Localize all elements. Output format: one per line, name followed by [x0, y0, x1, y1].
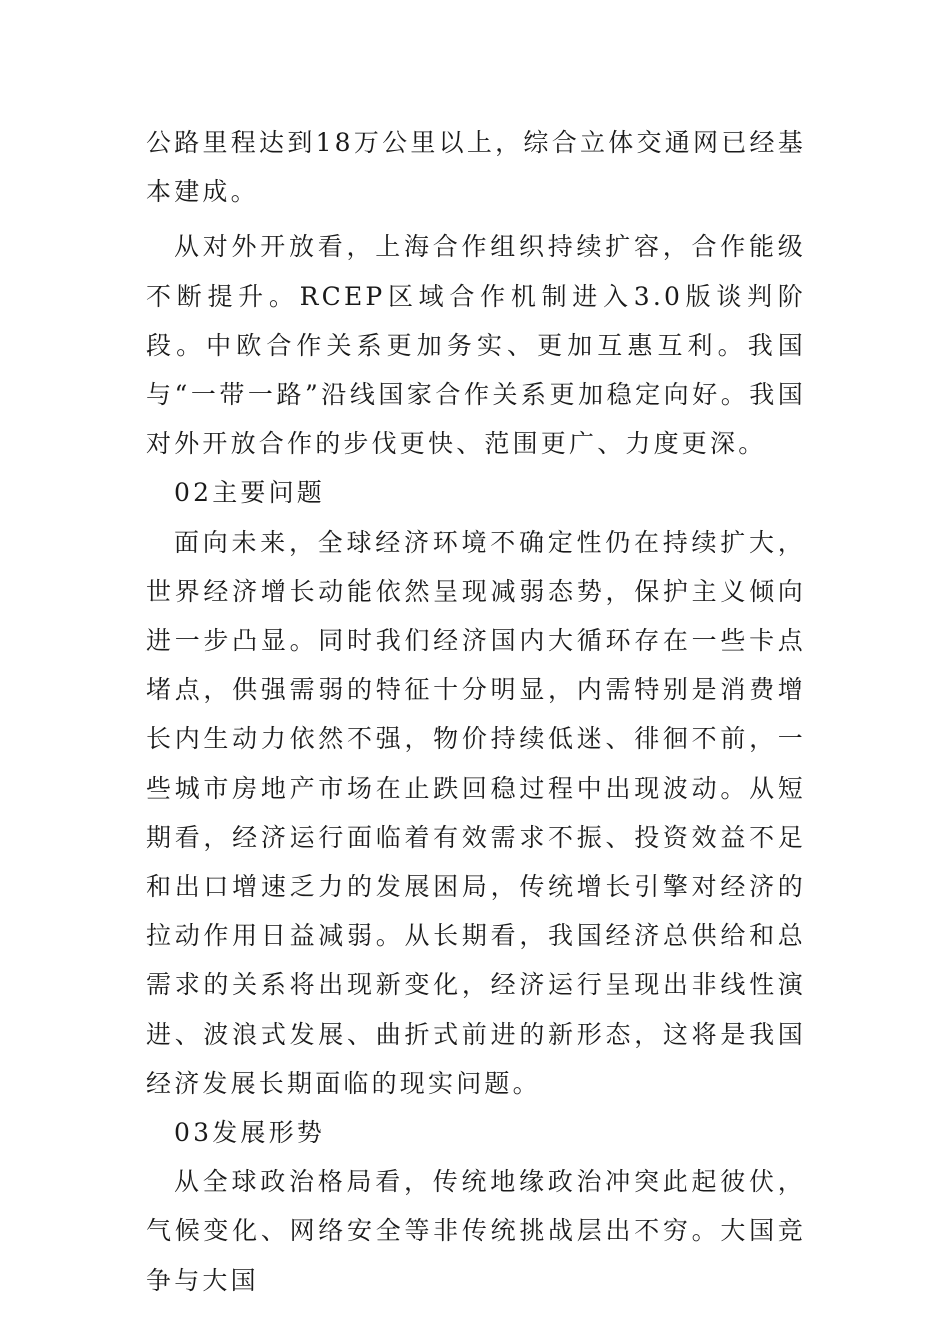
- document-page: [146, 118, 806, 1305]
- section-heading-development-situation: 03发展形势: [174, 1118, 326, 1148]
- paragraph-transport: 公路里程达到18万公里以上，综合立体交通网已经基本建成。: [146, 128, 806, 207]
- paragraph-global-politics: 从全球政治格局看，传统地缘政治冲突此起彼伏，气候变化、网络安全等非传统挑战层出不穷。大国竞争与大国: [146, 1167, 806, 1295]
- paragraph-main-problems: 面向未来，全球经济环境不确定性仍在持续扩大，世界经济增长动能依然呈现减弱态势，保护主义倾向进一步凸显。同时我们经济国内大循环存在一些卡点堵点，供强需弱的特征十分明显，内需特别是消费增长内生动力依然不强，物价持续低迷、徘徊不前，一些城市房地产市场在止跌回稳过程中出现波动。从短期看，经济运行面临着有效需求不振、投资效益不足和出口增速乏力的发展困局，传统增长引擎对经济的拉动作用日益减弱。从长期看，我国经济总供给和总需求的关系将出现新变化，经济运行呈现出非线性演进、波浪式发展、曲折式前进的新形态，这将是我国经济发展长期面临的现实问题。: [146, 527, 806, 1098]
- paragraph-opening-up: 从对外开放看，上海合作组织持续扩容，合作能级不断提升。RCEP区域合作机制进入3.0版谈判阶段。中欧合作关系更加务实、更加互惠互利。我国与“一带一路”沿线国家合作关系更加稳定向好。我国对外开放合作的步伐更快、范围更广、力度更深。: [146, 232, 806, 459]
- section-heading-main-problems: 02主要问题: [174, 478, 326, 508]
